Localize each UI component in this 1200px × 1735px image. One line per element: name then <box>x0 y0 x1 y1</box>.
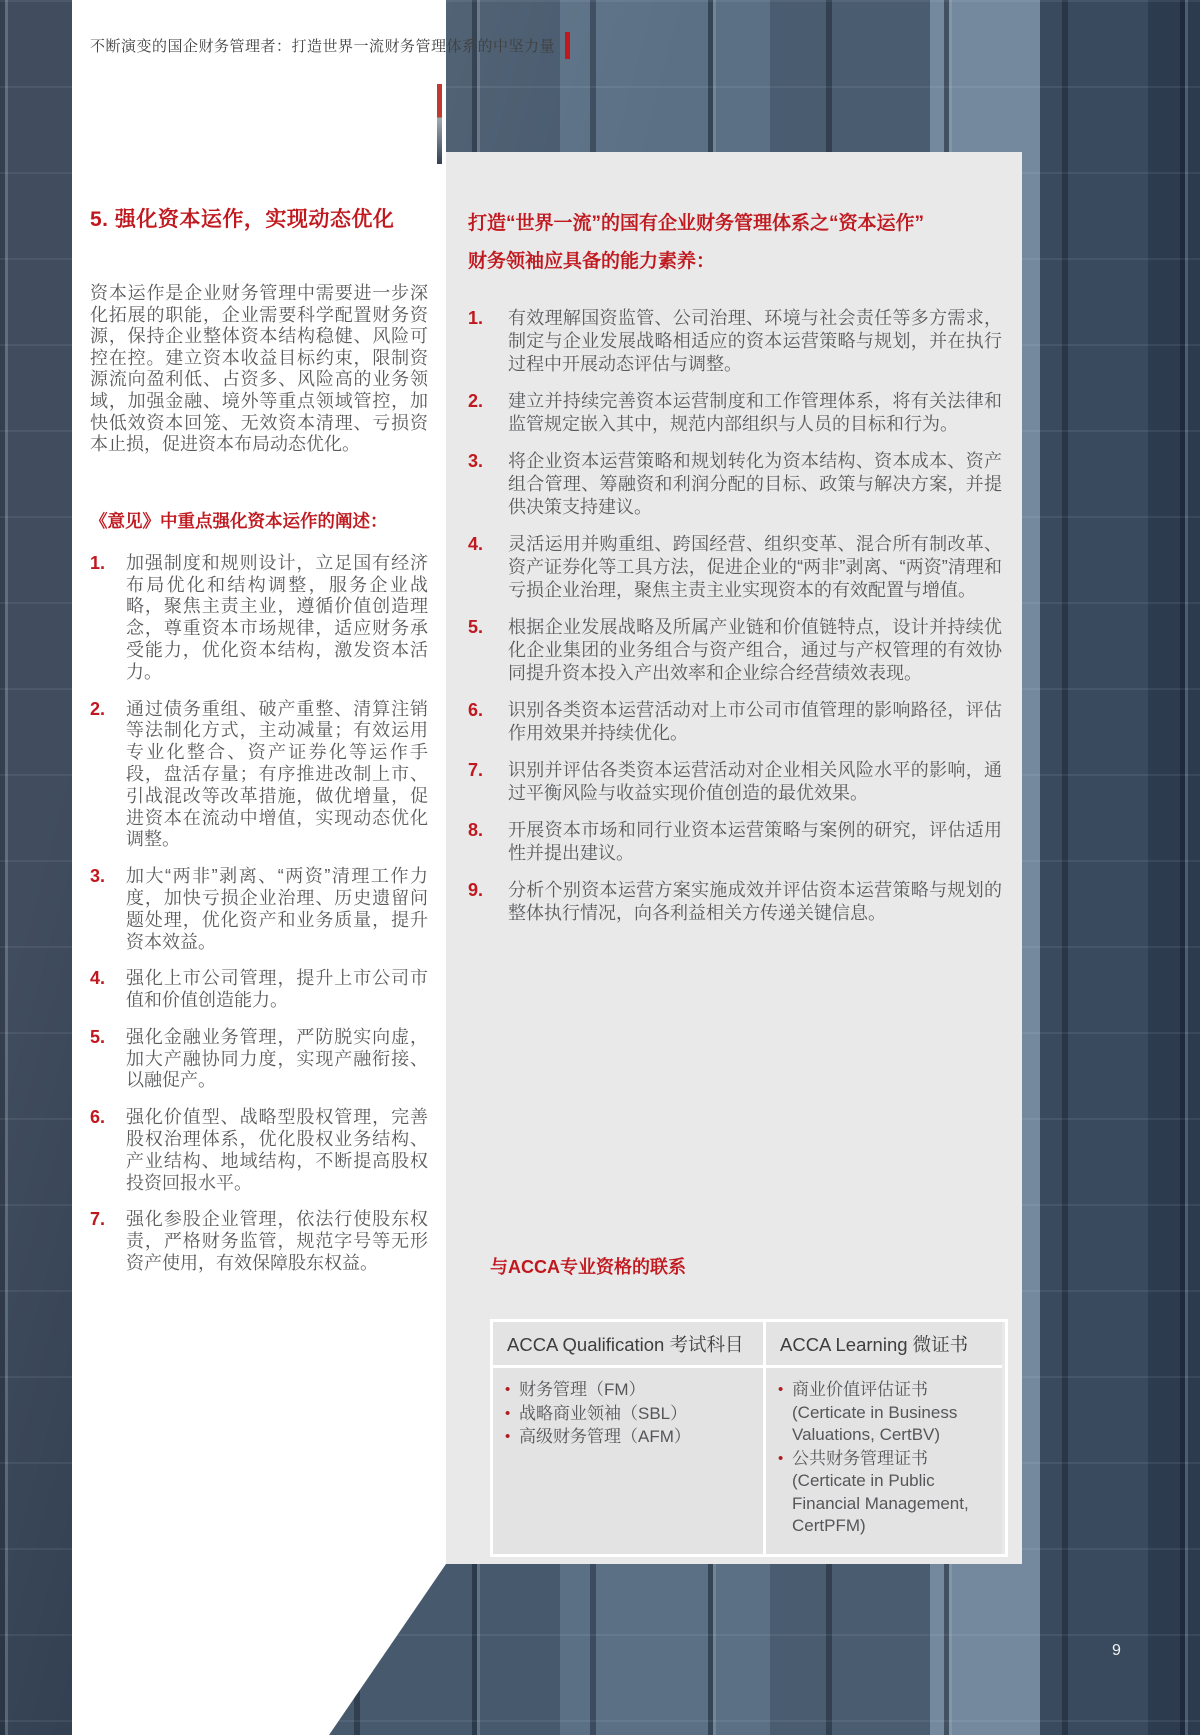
bullet-item <box>505 1426 753 1449</box>
list-item-number: 7. <box>468 760 484 780</box>
list-item-text: 通过债务重组、破产重整、清算注销等法制化方式，主动减量；有效运用专业化整合、资产证券化等运作手段，盘活存量；有序推进改制上市、引战混改等改革措施，做优增量，促进资本在流动中增值，实现动态优化调整。 <box>126 698 428 850</box>
list-item <box>90 1209 428 1274</box>
list-item-number: 6. <box>468 700 484 720</box>
opinion-list-title: 《意见》中重点强化资本运作的阐述： <box>90 510 388 531</box>
bullet-text: 商业价值评估证书 (Certicate in Business Valuations, CertBV) <box>792 1380 958 1444</box>
list-item-number: 8. <box>468 820 484 840</box>
list-item <box>468 819 1002 865</box>
bullet-text: 高级财务管理（AFM） <box>519 1427 691 1446</box>
header-red-bar <box>565 32 570 59</box>
list-item-text: 分析个别资本运营方案实施成效并评估资本运营策略与规划的整体执行情况，向各利益相关方传递关键信息。 <box>508 880 1002 923</box>
capability-title-line2: 财务领袖应具备的能力素养： <box>468 251 716 272</box>
list-item <box>468 450 1002 519</box>
list-item-number: 5. <box>90 1026 106 1047</box>
list-item <box>468 699 1002 745</box>
list-item-text: 强化上市公司管理，提升上市公司市值和价值创造能力。 <box>126 968 428 1011</box>
section-intro-paragraph: 资本运作是企业财务管理中需要进一步深化拓展的职能，企业需要科学配置财务资源，保持企业整体资本结构稳健、风险可控在控。建立资本收益目标约束，限制资源流向盈利低、占资多、风险高的业务领域，加强金融、境外等重点领域管控，加快低效资本回笼、无效资本清理、亏损资本止损，促进资本布局动态优化。 <box>90 283 428 455</box>
list-item-number: 5. <box>468 617 484 637</box>
bullet-item <box>778 1379 992 1447</box>
list-item <box>468 533 1002 602</box>
capability-title-line1: 打造“世界一流”的国有企业财务管理体系之“资本运作” <box>468 213 925 234</box>
acca-section-heading: 与ACCA专业资格的联系 <box>490 1257 686 1277</box>
list-item-number: 6. <box>90 1107 106 1128</box>
bullet-dot-icon: • <box>505 1404 511 1422</box>
list-item <box>468 307 1002 376</box>
list-item-text: 强化参股企业管理，依法行使股东权责，严格财务监管，规范字号等无形资产使用，有效保障股东权益。 <box>126 1209 428 1274</box>
acca-table-col1-cell <box>493 1368 766 1554</box>
list-item-number: 7. <box>90 1209 106 1230</box>
list-item-number: 3. <box>90 866 106 887</box>
list-item <box>468 616 1002 685</box>
bullet-dot-icon: • <box>505 1428 511 1445</box>
list-item-text: 加大“两非”剥离、“两资”清理工作力度，加快亏损企业治理、历史遗留问题处理，优化资产和业务质量，提升资本效益。 <box>126 866 428 952</box>
capability-title <box>468 205 1002 281</box>
list-item-number: 1. <box>468 308 484 328</box>
list-item-text: 加强制度和规则设计，立足国有经济布局优化和结构调整，服务企业战略，聚焦主责主业，遵循价值创造理念，尊重资本市场规律，适应财务承受能力，优化资本结构，激发资本活力。 <box>126 552 428 682</box>
list-item-number: 2. <box>468 391 484 411</box>
list-item-number: 1. <box>90 552 106 573</box>
list-item-text: 开展资本市场和同行业资本运营策略与案例的研究，评估适用性并提出建议。 <box>508 820 1002 863</box>
list-item-text: 将企业资本运营策略和规划转化为资本结构、资本成本、资产组合管理、筹融资和利润分配的目标、政策与解决方案，并提供决策支持建议。 <box>508 451 1002 517</box>
list-item-number: 4. <box>468 534 484 554</box>
list-item-text: 灵活运用并购重组、跨国经营、组织变革、混合所有制改革、资产证券化等工具方法，促进企业的“两非”剥离、“两资”清理和亏损企业治理，聚焦主责主业实现资本的有效配置与增值。 <box>508 534 1002 600</box>
list-item-text: 识别并评估各类资本运营活动对企业相关风险水平的影响，通过平衡风险与收益实现价值创造的最优效果。 <box>508 760 1002 803</box>
acca-table-col2-cell <box>766 1368 1002 1554</box>
list-item <box>90 968 428 1012</box>
bullet-dot-icon: • <box>505 1381 511 1398</box>
bullet-text: 战略商业领袖（SBL） <box>519 1403 688 1423</box>
page-number: 9 <box>1112 1642 1121 1659</box>
list-item-text: 根据企业发展战略及所属产业链和价值链特点，设计并持续优化企业集团的业务组合与资产组合，通过与产权管理的有效协同提升资本投入产出效率和企业综合经营绩效表现。 <box>508 617 1002 683</box>
left-column <box>90 203 428 1275</box>
acca-table-col2-header: ACCA Learning 微证书 <box>766 1322 1002 1368</box>
opinion-list <box>90 553 428 1275</box>
header-title: 不断演变的国企财务管理者：打造世界一流财务管理体系的中坚力量 <box>90 38 556 55</box>
list-item-text: 有效理解国资监管、公司治理、环境与社会责任等多方需求，制定与企业发展战略相适应的资本运营策略与规划，并在执行过程中开展动态评估与调整。 <box>508 308 1002 374</box>
list-item <box>90 1107 428 1194</box>
right-column <box>468 205 1002 925</box>
bullet-item <box>505 1379 753 1402</box>
list-item-text: 建立并持续完善资本运营制度和工作管理体系，将有关法律和监管规定嵌入其中，规范内部组织与人员的目标和行为。 <box>508 391 1002 434</box>
acca-table-col1-header: ACCA Qualification 考试科目 <box>493 1322 766 1368</box>
list-item <box>468 759 1002 805</box>
bullet-dot-icon: • <box>778 1449 784 1467</box>
list-item-text: 强化价值型、战略型股权管理，完善股权治理体系，优化股权业务结构、产业结构、地域结构，不断提高股权投资回报水平。 <box>126 1107 428 1193</box>
list-item <box>90 553 428 684</box>
list-item-text: 强化金融业务管理，严防脱实向虚，加大产融协同力度，实现产融衔接、以融促产。 <box>126 1026 428 1091</box>
section-heading: 5. 强化资本运作，实现动态优化 <box>90 208 395 231</box>
list-item-number: 4. <box>90 968 106 989</box>
acca-section <box>490 1253 1008 1557</box>
page-header <box>90 32 570 59</box>
list-item <box>90 1027 428 1092</box>
list-item-number: 2. <box>90 698 106 719</box>
list-item <box>90 866 428 953</box>
capability-list <box>468 307 1002 925</box>
bullet-item <box>505 1403 753 1426</box>
list-item-number: 9. <box>468 880 484 900</box>
bullet-item <box>778 1448 992 1538</box>
list-item <box>468 879 1002 925</box>
bullet-dot-icon: • <box>778 1381 784 1398</box>
list-item-number: 3. <box>468 451 484 471</box>
list-item <box>468 390 1002 436</box>
list-item <box>90 699 428 852</box>
acca-table <box>490 1319 1008 1557</box>
list-item-text: 识别各类资本运营活动对上市公司市值管理的影响路径，评估作用效果并持续优化。 <box>508 700 1002 743</box>
red-cable-decoration <box>437 84 442 164</box>
bullet-text: 公共财务管理证书 (Certicate in Public Financial Management, CertPFM) <box>792 1448 969 1535</box>
bullet-text: 财务管理（FM） <box>519 1380 646 1399</box>
